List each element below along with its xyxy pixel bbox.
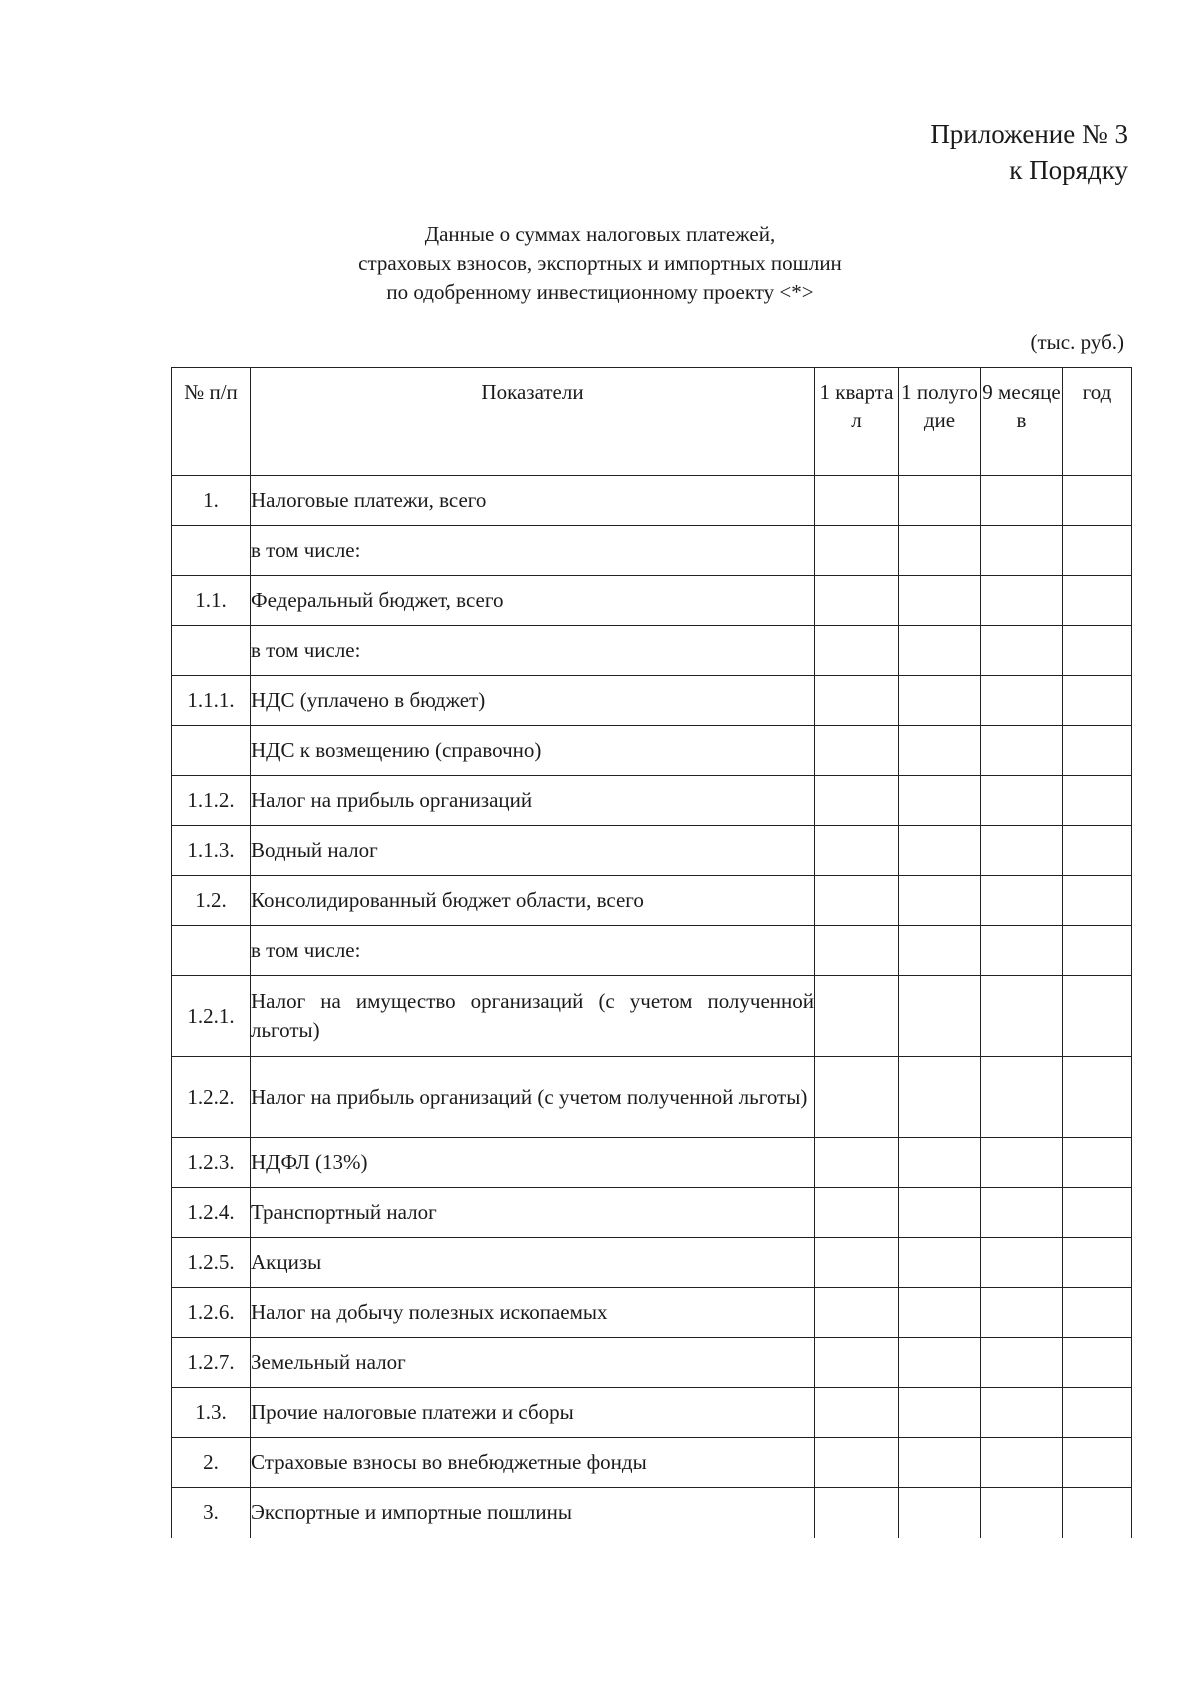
cell-year — [1063, 676, 1132, 726]
cell-half-year — [899, 1288, 981, 1338]
cell-year — [1063, 526, 1132, 576]
header-nine-months: 9 месяце в — [981, 368, 1063, 476]
cell-year — [1063, 976, 1132, 1057]
cell-quarter-1 — [815, 626, 899, 676]
cell-year — [1063, 776, 1132, 826]
table-row — [172, 1138, 1132, 1188]
cell-year — [1063, 1238, 1132, 1288]
table-row — [172, 676, 1132, 726]
row-number: 1.2. — [172, 876, 251, 926]
cell-half-year — [899, 1188, 981, 1238]
table-row — [172, 976, 1132, 1057]
row-number: 1.1.1. — [172, 676, 251, 726]
cell-year — [1063, 1438, 1132, 1488]
row-number: 1.2.5. — [172, 1238, 251, 1288]
cell-year — [1063, 476, 1132, 526]
cell-year — [1063, 876, 1132, 926]
cell-year — [1063, 1138, 1132, 1188]
row-indicator: НДФЛ (13%) — [251, 1138, 815, 1188]
cell-nine-months — [981, 676, 1063, 726]
cell-nine-months — [981, 776, 1063, 826]
cell-half-year — [899, 726, 981, 776]
appendix-reference: к Порядку — [1009, 155, 1128, 185]
row-indicator: Налоговые платежи, всего — [251, 476, 815, 526]
header-number: № п/п — [172, 368, 251, 476]
row-number: 3. — [172, 1488, 251, 1538]
cell-half-year — [899, 1388, 981, 1438]
table-row — [172, 1288, 1132, 1338]
cell-quarter-1 — [815, 1057, 899, 1138]
row-indicator: Федеральный бюджет, всего — [251, 576, 815, 626]
cell-nine-months — [981, 1488, 1063, 1538]
cell-quarter-1 — [815, 1138, 899, 1188]
cell-quarter-1 — [815, 1188, 899, 1238]
table-row — [172, 926, 1132, 976]
row-number: 1.3. — [172, 1388, 251, 1438]
header-half-year: 1 полуго дие — [899, 368, 981, 476]
row-indicator: Транспортный налог — [251, 1188, 815, 1238]
row-indicator: в том числе: — [251, 926, 815, 976]
table-header-row — [172, 368, 1132, 476]
table-row — [172, 1238, 1132, 1288]
cell-quarter-1 — [815, 976, 899, 1057]
cell-half-year — [899, 1138, 981, 1188]
title-line-2: страховых взносов, экспортных и импортных пошлин — [358, 251, 842, 275]
cell-half-year — [899, 476, 981, 526]
cell-quarter-1 — [815, 1438, 899, 1488]
row-number — [172, 526, 251, 576]
cell-year — [1063, 1057, 1132, 1138]
cell-half-year — [899, 1488, 981, 1538]
cell-nine-months — [981, 876, 1063, 926]
row-number: 1.2.6. — [172, 1288, 251, 1338]
cell-half-year — [899, 576, 981, 626]
cell-half-year — [899, 626, 981, 676]
row-indicator: НДС (уплачено в бюджет) — [251, 676, 815, 726]
table-row — [172, 1388, 1132, 1438]
row-number: 1.2.2. — [172, 1057, 251, 1138]
cell-nine-months — [981, 1138, 1063, 1188]
row-indicator: Налог на прибыль организаций (с учетом полученной льготы) — [251, 1057, 815, 1138]
cell-year — [1063, 826, 1132, 876]
row-indicator: Акцизы — [251, 1238, 815, 1288]
table-row — [172, 876, 1132, 926]
table-row — [172, 1488, 1132, 1538]
table-row — [172, 626, 1132, 676]
cell-quarter-1 — [815, 1288, 899, 1338]
row-number: 1.2.7. — [172, 1338, 251, 1388]
table-row — [172, 576, 1132, 626]
row-indicator: Налог на добычу полезных ископаемых — [251, 1288, 815, 1338]
cell-quarter-1 — [815, 476, 899, 526]
cell-half-year — [899, 1438, 981, 1488]
cell-nine-months — [981, 826, 1063, 876]
row-indicator: Земельный налог — [251, 1338, 815, 1388]
cell-quarter-1 — [815, 576, 899, 626]
cell-quarter-1 — [815, 826, 899, 876]
row-number: 1.2.1. — [172, 976, 251, 1057]
cell-quarter-1 — [815, 676, 899, 726]
row-indicator: Водный налог — [251, 826, 815, 876]
table-row — [172, 776, 1132, 826]
header-year: год — [1063, 368, 1132, 476]
cell-half-year — [899, 1057, 981, 1138]
cell-nine-months — [981, 1338, 1063, 1388]
cell-half-year — [899, 826, 981, 876]
row-indicator: НДС к возмещению (справочно) — [251, 726, 815, 776]
units-label: (тыс. руб.) — [1030, 330, 1124, 354]
cell-nine-months — [981, 1288, 1063, 1338]
cell-quarter-1 — [815, 526, 899, 576]
cell-quarter-1 — [815, 1488, 899, 1538]
row-indicator: в том числе: — [251, 626, 815, 676]
row-number — [172, 626, 251, 676]
header-quarter-1: 1 кварта л — [815, 368, 899, 476]
cell-year — [1063, 1288, 1132, 1338]
cell-nine-months — [981, 526, 1063, 576]
tax-payments-table — [171, 367, 1132, 1538]
row-number: 2. — [172, 1438, 251, 1488]
cell-year — [1063, 576, 1132, 626]
cell-year — [1063, 626, 1132, 676]
cell-half-year — [899, 776, 981, 826]
cell-year — [1063, 1338, 1132, 1388]
cell-nine-months — [981, 626, 1063, 676]
row-number — [172, 926, 251, 976]
title-line-1: Данные о суммах налоговых платежей, — [424, 222, 776, 246]
cell-quarter-1 — [815, 926, 899, 976]
cell-quarter-1 — [815, 876, 899, 926]
cell-half-year — [899, 526, 981, 576]
row-number: 1.1.3. — [172, 826, 251, 876]
row-indicator: Прочие налоговые платежи и сборы — [251, 1388, 815, 1438]
cell-year — [1063, 926, 1132, 976]
cell-half-year — [899, 876, 981, 926]
title-line-3: по одобренному инвестиционному проекту <*> — [386, 280, 814, 304]
table-row — [172, 1338, 1132, 1388]
cell-nine-months — [981, 1188, 1063, 1238]
cell-nine-months — [981, 476, 1063, 526]
cell-nine-months — [981, 976, 1063, 1057]
table-row — [172, 1057, 1132, 1138]
table-row — [172, 476, 1132, 526]
cell-quarter-1 — [815, 776, 899, 826]
row-number: 1.1.2. — [172, 776, 251, 826]
cell-half-year — [899, 926, 981, 976]
cell-quarter-1 — [815, 1338, 899, 1388]
cell-nine-months — [981, 926, 1063, 976]
cell-half-year — [899, 976, 981, 1057]
cell-quarter-1 — [815, 1388, 899, 1438]
table-row — [172, 526, 1132, 576]
row-number: 1. — [172, 476, 251, 526]
row-number: 1.2.3. — [172, 1138, 251, 1188]
cell-half-year — [899, 1338, 981, 1388]
row-number: 1.1. — [172, 576, 251, 626]
cell-year — [1063, 726, 1132, 776]
cell-year — [1063, 1388, 1132, 1438]
row-indicator: Экспортные и импортные пошлины — [251, 1488, 815, 1538]
table-row — [172, 1188, 1132, 1238]
table-row — [172, 726, 1132, 776]
cell-half-year — [899, 676, 981, 726]
table-row — [172, 1438, 1132, 1488]
appendix-heading — [930, 116, 1128, 188]
row-indicator: Консолидированный бюджет области, всего — [251, 876, 815, 926]
appendix-number: Приложение № 3 — [930, 119, 1128, 149]
row-indicator: Страховые взносы во внебюджетные фонды — [251, 1438, 815, 1488]
header-indicators: Показатели — [251, 368, 815, 476]
cell-nine-months — [981, 1388, 1063, 1438]
cell-year — [1063, 1188, 1132, 1238]
cell-nine-months — [981, 576, 1063, 626]
cell-nine-months — [981, 1438, 1063, 1488]
cell-nine-months — [981, 1057, 1063, 1138]
row-number — [172, 726, 251, 776]
document-title — [0, 220, 1200, 307]
cell-quarter-1 — [815, 1238, 899, 1288]
cell-nine-months — [981, 726, 1063, 776]
row-indicator: Налог на прибыль организаций — [251, 776, 815, 826]
table-row — [172, 826, 1132, 876]
cell-half-year — [899, 1238, 981, 1288]
row-indicator: в том числе: — [251, 526, 815, 576]
cell-year — [1063, 1488, 1132, 1538]
row-number: 1.2.4. — [172, 1188, 251, 1238]
cell-quarter-1 — [815, 726, 899, 776]
row-indicator: Налог на имущество организаций (с учетом полученной льготы) — [251, 976, 815, 1057]
cell-nine-months — [981, 1238, 1063, 1288]
